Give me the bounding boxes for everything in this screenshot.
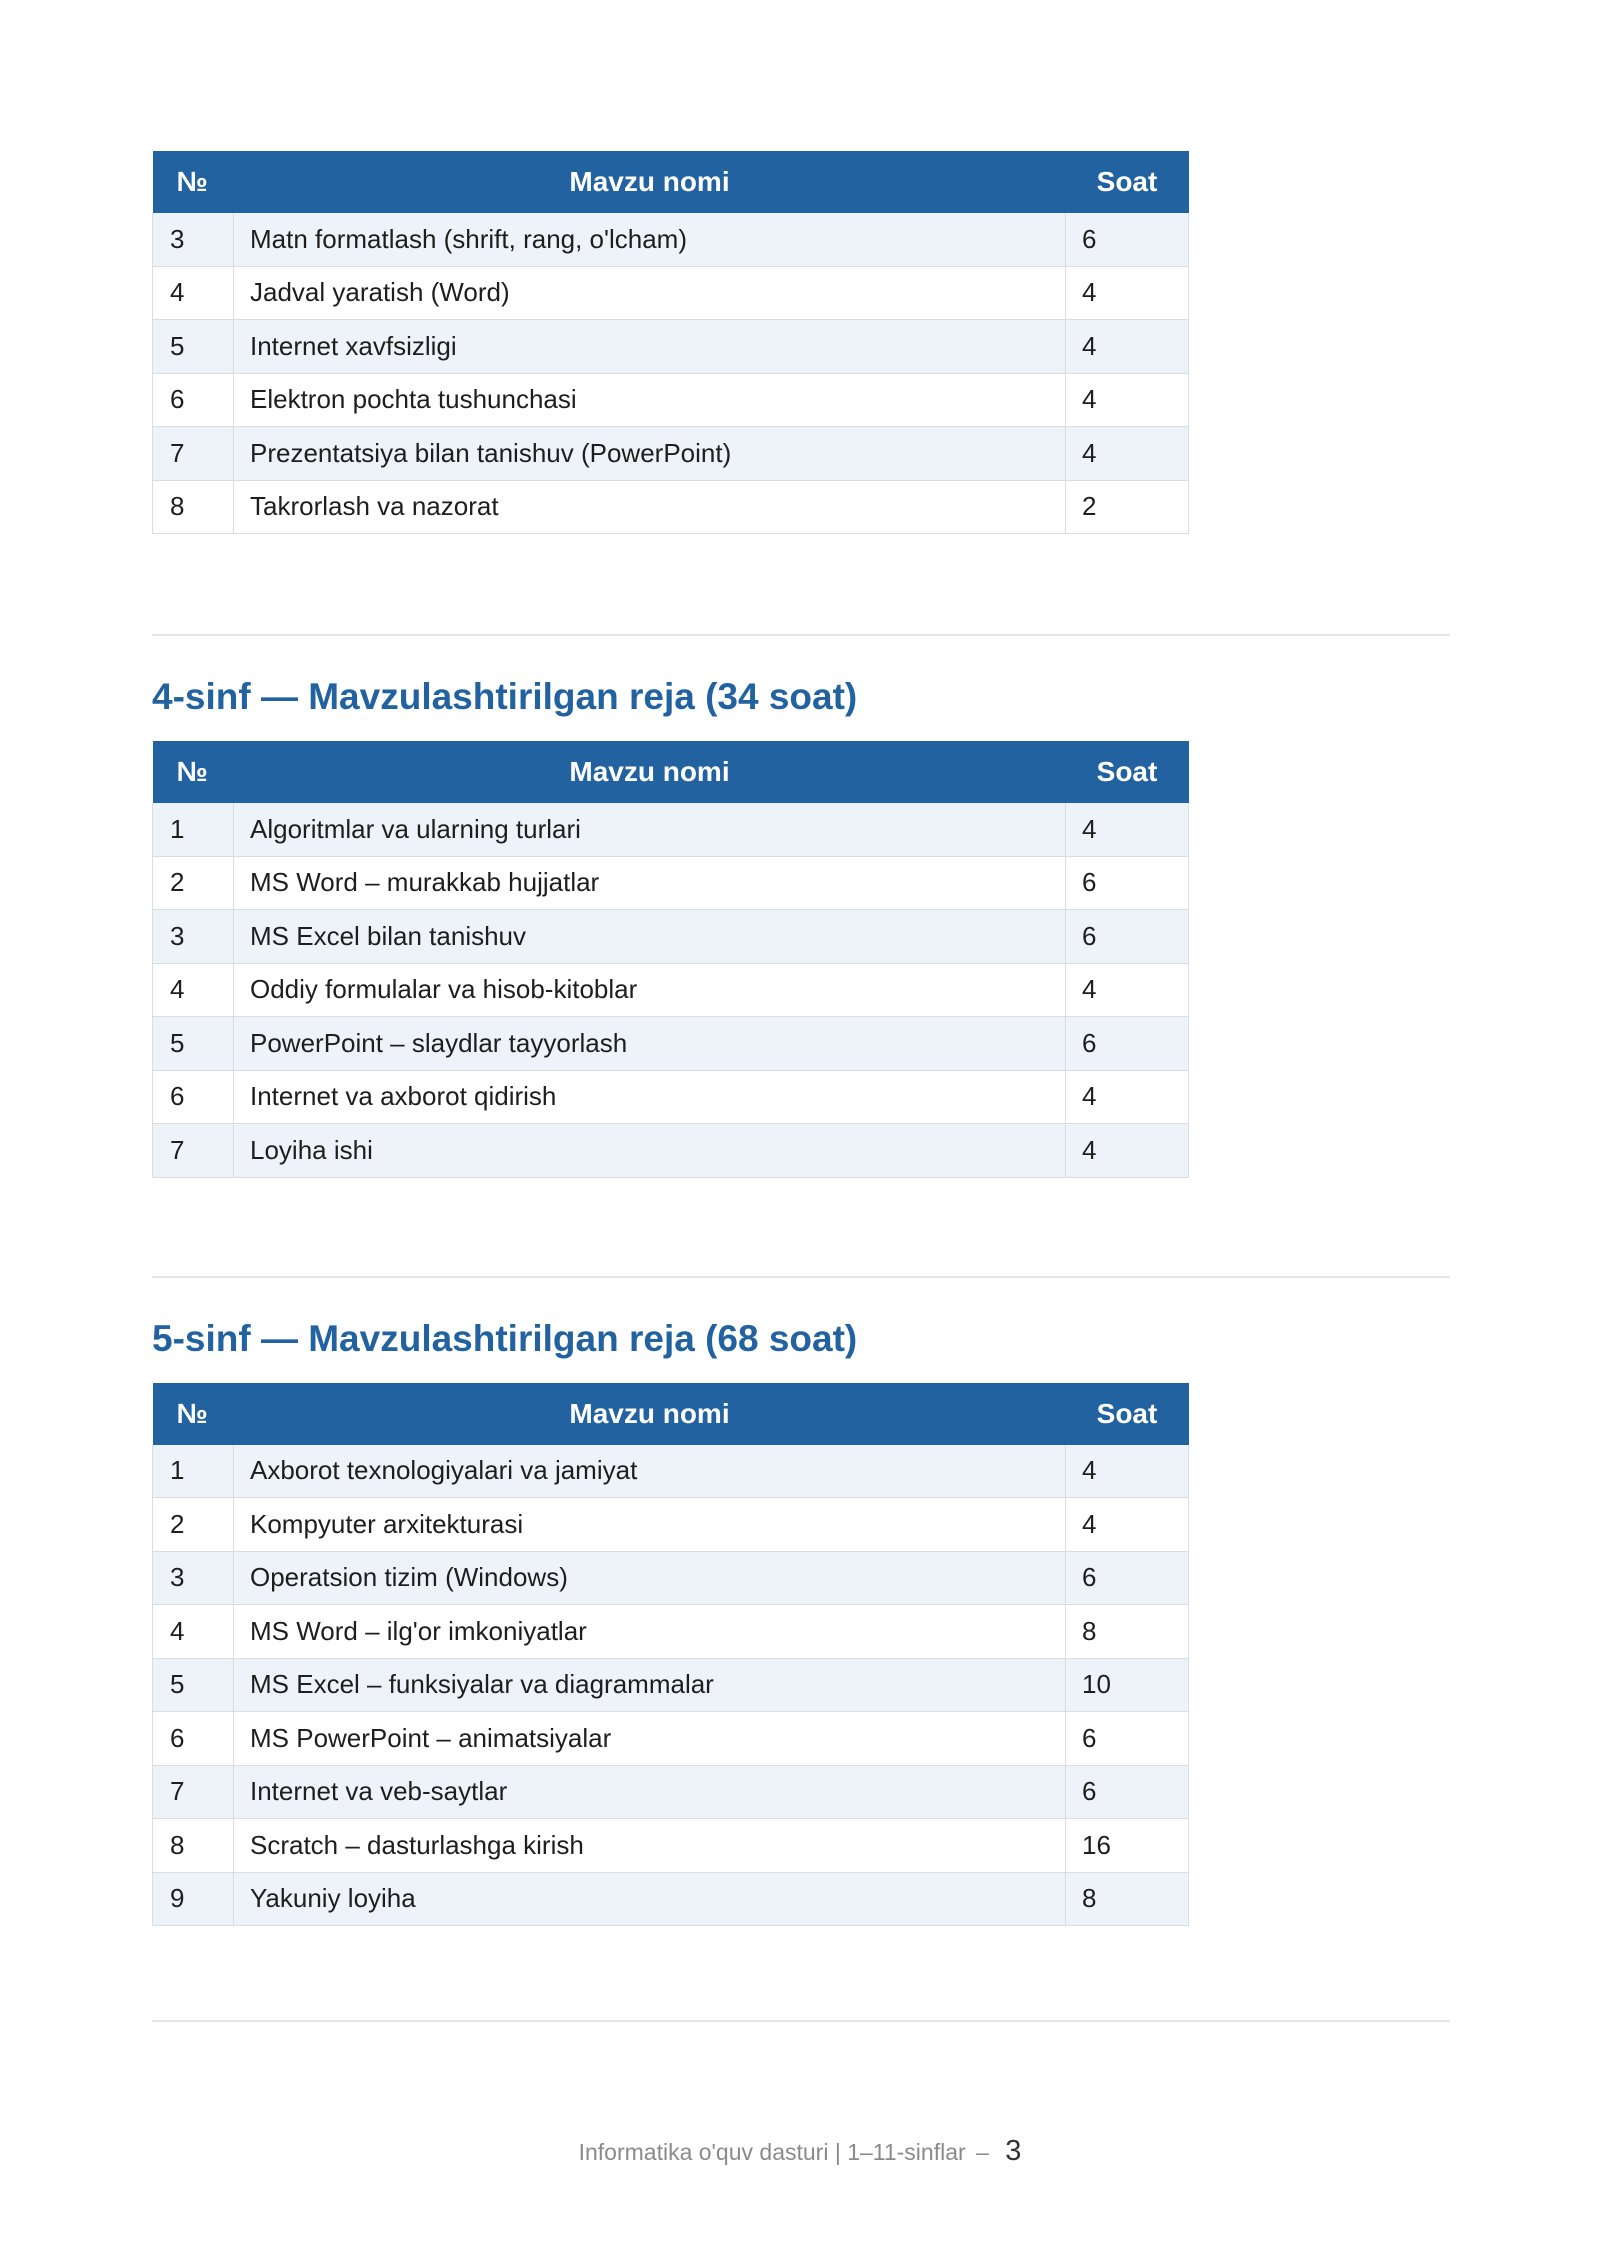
footer-dash: –	[976, 2139, 989, 2165]
row-topic: Matn formatlash (shrift, rang, o'lcham)	[234, 213, 1066, 266]
row-topic: Internet va veb-saytlar	[234, 1765, 1066, 1819]
row-topic: Oddiy formulalar va hisob-kitoblar	[234, 963, 1066, 1017]
row-topic: Jadval yaratish (Word)	[234, 266, 1066, 320]
row-number: 4	[153, 266, 234, 320]
header-hours: Soat	[1066, 151, 1189, 213]
header-topic: Mavzu nomi	[234, 1383, 1066, 1445]
row-number: 1	[153, 1445, 234, 1498]
header-number: №	[153, 741, 234, 803]
row-hours: 2	[1066, 480, 1189, 534]
table-row	[153, 1765, 1189, 1819]
row-number: 3	[153, 1551, 234, 1605]
row-hours: 6	[1066, 1712, 1189, 1766]
table-row	[153, 1819, 1189, 1873]
row-topic: Kompyuter arxitekturasi	[234, 1498, 1066, 1552]
row-topic: Algoritmlar va ularning turlari	[234, 803, 1066, 856]
table-row	[153, 1124, 1189, 1178]
table-header-row	[153, 741, 1189, 803]
row-hours: 4	[1066, 1498, 1189, 1552]
row-number: 9	[153, 1872, 234, 1926]
table-row	[153, 856, 1189, 910]
row-hours: 8	[1066, 1605, 1189, 1659]
table-row	[153, 1445, 1189, 1498]
row-number: 7	[153, 1765, 234, 1819]
row-hours: 16	[1066, 1819, 1189, 1873]
row-hours: 4	[1066, 427, 1189, 481]
table-row	[153, 1551, 1189, 1605]
page-content	[152, 151, 1450, 2022]
table-row	[153, 1658, 1189, 1712]
row-number: 5	[153, 1658, 234, 1712]
row-number: 1	[153, 803, 234, 856]
row-hours: 6	[1066, 1765, 1189, 1819]
row-hours: 4	[1066, 266, 1189, 320]
table-row	[153, 1498, 1189, 1552]
row-topic: Yakuniy loyiha	[234, 1872, 1066, 1926]
row-hours: 4	[1066, 1070, 1189, 1124]
row-hours: 4	[1066, 803, 1189, 856]
row-topic: MS Word – ilg'or imkoniyatlar	[234, 1605, 1066, 1659]
row-hours: 4	[1066, 1445, 1189, 1498]
row-topic: Internet va axborot qidirish	[234, 1070, 1066, 1124]
section-title-grade-4: 4-sinf — Mavzulashtirilgan reja (34 soat)	[152, 676, 858, 717]
row-number: 4	[153, 1605, 234, 1659]
table-header-row	[153, 1383, 1189, 1445]
row-topic: Scratch – dasturlashga kirish	[234, 1819, 1066, 1873]
section-title-grade-5: 5-sinf — Mavzulashtirilgan reja (68 soat)	[152, 1317, 858, 1359]
row-number: 8	[153, 480, 234, 534]
footer-text: Informatika o'quv dasturi | 1–11-sinflar	[578, 2139, 966, 2165]
plan-table-grade-4	[152, 741, 1189, 1178]
header-topic: Mavzu nomi	[234, 741, 1066, 803]
table-body	[153, 1445, 1189, 1926]
row-topic: PowerPoint – slaydlar tayyorlash	[234, 1017, 1066, 1071]
table-body	[153, 803, 1189, 1177]
table-row	[153, 480, 1189, 534]
section-divider	[152, 2020, 1450, 2022]
row-number: 5	[153, 320, 234, 374]
row-number: 2	[153, 856, 234, 910]
plan-table-grade-5	[152, 1383, 1189, 1927]
header-number: №	[153, 151, 234, 213]
row-number: 6	[153, 1712, 234, 1766]
table-row	[153, 373, 1189, 427]
row-topic: Prezentatsiya bilan tanishuv (PowerPoint)	[234, 427, 1066, 481]
row-hours: 10	[1066, 1658, 1189, 1712]
header-hours: Soat	[1066, 1383, 1189, 1445]
table-row	[153, 320, 1189, 374]
row-topic: Axborot texnologiyalari va jamiyat	[234, 1445, 1066, 1498]
table-body	[153, 213, 1189, 534]
row-topic: MS Excel – funksiyalar va diagrammalar	[234, 1658, 1066, 1712]
row-hours: 4	[1066, 963, 1189, 1017]
table-row	[153, 213, 1189, 266]
row-topic: Elektron pochta tushunchasi	[234, 373, 1066, 427]
page-footer	[0, 2135, 1600, 2168]
row-number: 3	[153, 910, 234, 964]
row-hours: 6	[1066, 1017, 1189, 1071]
table-row	[153, 1017, 1189, 1071]
row-hours: 6	[1066, 856, 1189, 910]
row-hours: 4	[1066, 320, 1189, 374]
row-topic: Loyiha ishi	[234, 1124, 1066, 1178]
row-number: 7	[153, 1124, 234, 1178]
table-header-row	[153, 151, 1189, 213]
row-topic: MS Excel bilan tanishuv	[234, 910, 1066, 964]
page-number: 3	[1005, 2135, 1022, 2167]
row-number: 6	[153, 1070, 234, 1124]
row-topic: MS Word – murakkab hujjatlar	[234, 856, 1066, 910]
row-hours: 6	[1066, 1551, 1189, 1605]
row-topic: MS PowerPoint – animatsiyalar	[234, 1712, 1066, 1766]
row-number: 8	[153, 1819, 234, 1873]
table-row	[153, 963, 1189, 1017]
header-topic: Mavzu nomi	[234, 151, 1066, 213]
table-row	[153, 910, 1189, 964]
plan-table-continued	[152, 151, 1189, 534]
row-number: 3	[153, 213, 234, 266]
row-hours: 4	[1066, 1124, 1189, 1178]
row-hours: 6	[1066, 910, 1189, 964]
table-row	[153, 1712, 1189, 1766]
header-number: №	[153, 1383, 234, 1445]
row-number: 4	[153, 963, 234, 1017]
row-topic: Operatsion tizim (Windows)	[234, 1551, 1066, 1605]
header-hours: Soat	[1066, 741, 1189, 803]
row-hours: 4	[1066, 373, 1189, 427]
table-row	[153, 1070, 1189, 1124]
row-number: 2	[153, 1498, 234, 1552]
row-number: 5	[153, 1017, 234, 1071]
row-topic: Internet xavfsizligi	[234, 320, 1066, 374]
table-row	[153, 266, 1189, 320]
table-row	[153, 1605, 1189, 1659]
table-row	[153, 427, 1189, 481]
row-number: 6	[153, 373, 234, 427]
row-hours: 6	[1066, 213, 1189, 266]
table-row	[153, 1872, 1189, 1926]
row-hours: 8	[1066, 1872, 1189, 1926]
row-topic: Takrorlash va nazorat	[234, 480, 1066, 534]
row-number: 7	[153, 427, 234, 481]
table-row	[153, 803, 1189, 856]
